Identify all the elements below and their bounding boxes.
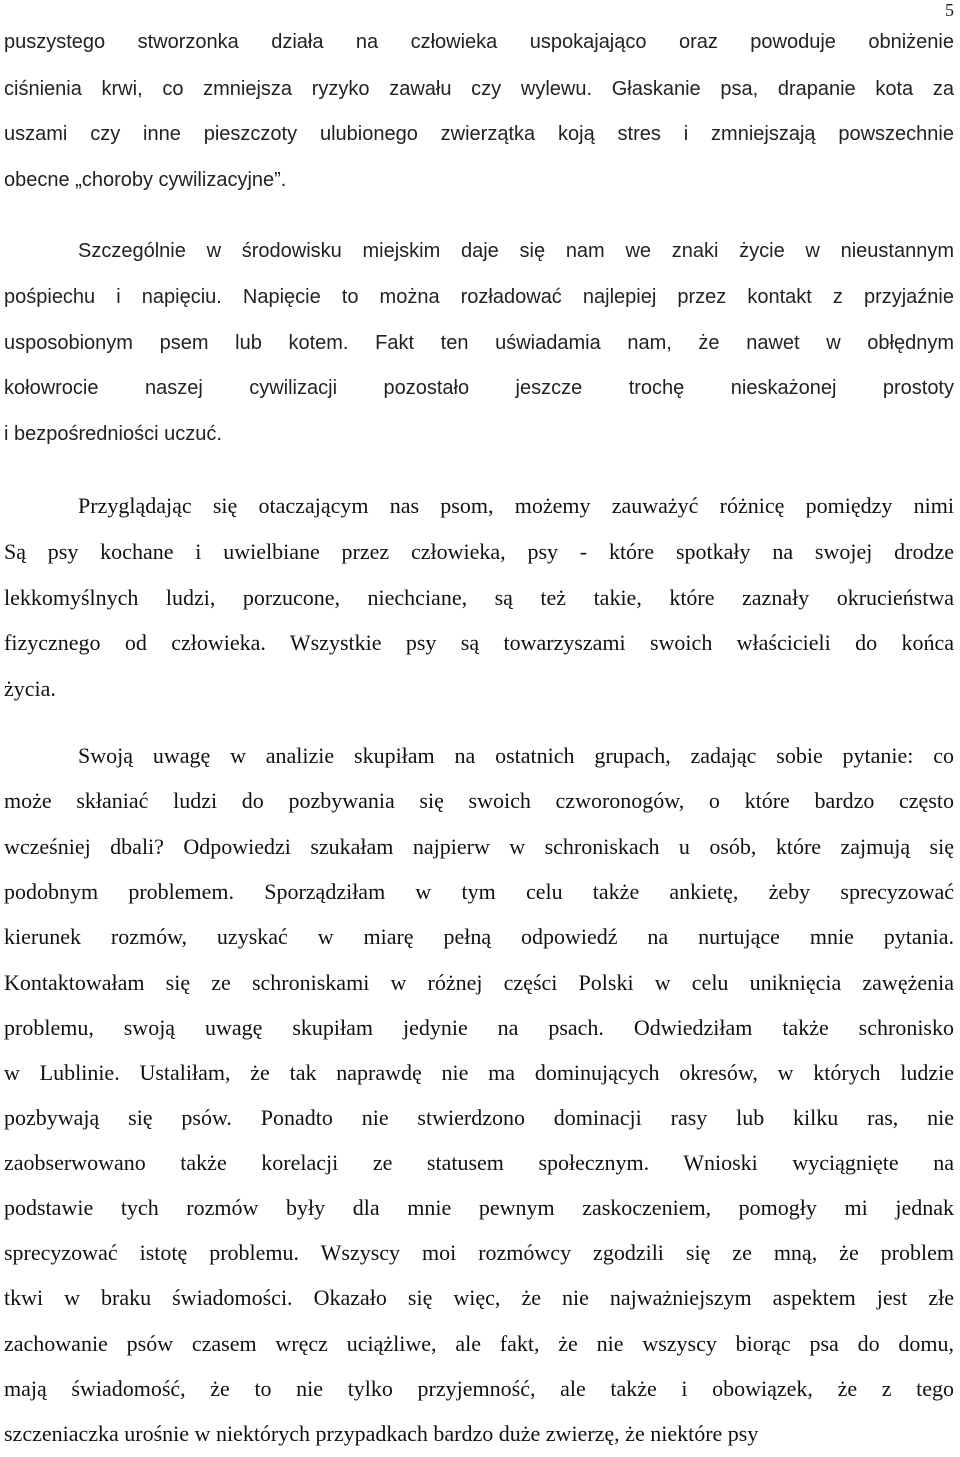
text-line: szczeniaczka urośnie w niektórych przypadkach bardzo duże zwierzę, że niektóre psy — [4, 1421, 759, 1446]
text-line: Przyglądając się otaczającym nas psom, możemy zauważyć różnicę pomiędzy nimi — [78, 493, 954, 518]
text-line: Są psy kochane i uwielbiane przez człowieka, psy - które spotkały na swojej drodze — [4, 539, 954, 564]
text-line: pozbywają się psów. Ponadto nie stwierdzono dominacji rasy lub kilku ras, nie — [4, 1105, 954, 1130]
text-line: Swoją uwagę w analizie skupiłam na ostatnich grupach, zadając sobie pytanie: co — [78, 743, 954, 768]
text-line: i bezpośredniości uczuć. — [4, 423, 222, 445]
text-line: może skłaniać ludzi do pozbywania się swoich czworonogów, o które bardzo często — [4, 788, 954, 813]
text-line: w Lublinie. Ustaliłam, że tak naprawdę nie ma dominujących okresów, w których ludzie — [4, 1060, 954, 1085]
page-number: 5 — [945, 0, 954, 20]
text-line: puszystego stworzonka działa na człowieka uspokajająco oraz powoduje obniżenie — [4, 31, 954, 53]
text-line: wcześniej dbali? Odpowiedzi szukałam najpierw w schroniskach u osób, które zajmują się — [4, 834, 954, 859]
text-line: mają świadomość, że to nie tylko przyjemność, ale także i obowiązek, że z tego — [4, 1376, 954, 1401]
text-line: tkwi w braku świadomości. Okazało się więc, że nie najważniejszym aspektem jest złe — [4, 1285, 954, 1310]
text-line: Kontaktowałam się ze schroniskami w różnej części Polski w celu uniknięcia zawężenia — [4, 970, 954, 995]
text-line: kierunek rozmów, uzyskać w miarę pełną odpowiedź na nurtujące mnie pytania. — [4, 924, 954, 949]
text-line: usposobionym psem lub kotem. Fakt ten uświadamia nam, że nawet w obłędnym — [4, 332, 954, 354]
text-line: sprecyzować istotę problemu. Wszyscy moi rozmówcy zgodzili się ze mną, że problem — [4, 1240, 954, 1265]
text-line: fizycznego od człowieka. Wszystkie psy są towarzyszami swoich właścicieli do końca — [4, 630, 954, 655]
text-line: pośpiechu i napięciu. Napięcie to można rozładować najlepiej przez kontakt z przyjaźnie — [4, 286, 954, 308]
text-line: podstawie tych rozmów były dla mnie pewnym zaskoczeniem, pomogły mi jednak — [4, 1195, 954, 1220]
text-line: podobnym problemem. Sporządziłam w tym celu także ankietę, żeby sprecyzować — [4, 879, 954, 904]
text-line: Szczególnie w środowisku miejskim daje się nam we znaki życie w nieustannym — [78, 240, 954, 262]
text-line: lekkomyślnych ludzi, porzucone, niechciane, są też takie, które zaznały okrucieństwa — [4, 585, 954, 610]
text-line: kołowrocie naszej cywilizacji pozostało jeszcze trochę nieskażonej prostoty — [4, 377, 954, 399]
text-line: ciśnienia krwi, co zmniejsza ryzyko zawału czy wylewu. Głaskanie psa, drapanie kota za — [4, 78, 954, 100]
text-line: obecne „choroby cywilizacyjne”. — [4, 169, 287, 191]
text-line: zaobserwowano także korelacji ze statusem społecznym. Wnioski wyciągnięte na — [4, 1150, 954, 1175]
text-line: zachowanie psów czasem wręcz uciążliwe, ale fakt, że nie wszyscy biorąc psa do domu, — [4, 1331, 954, 1356]
text-line: życia. — [4, 676, 56, 701]
text-line: uszami czy inne pieszczoty ulubionego zwierzątka koją stres i zmniejszają powszechnie — [4, 123, 954, 145]
text-line: problemu, swoją uwagę skupiłam jedynie na psach. Odwiedziłam także schronisko — [4, 1015, 954, 1040]
